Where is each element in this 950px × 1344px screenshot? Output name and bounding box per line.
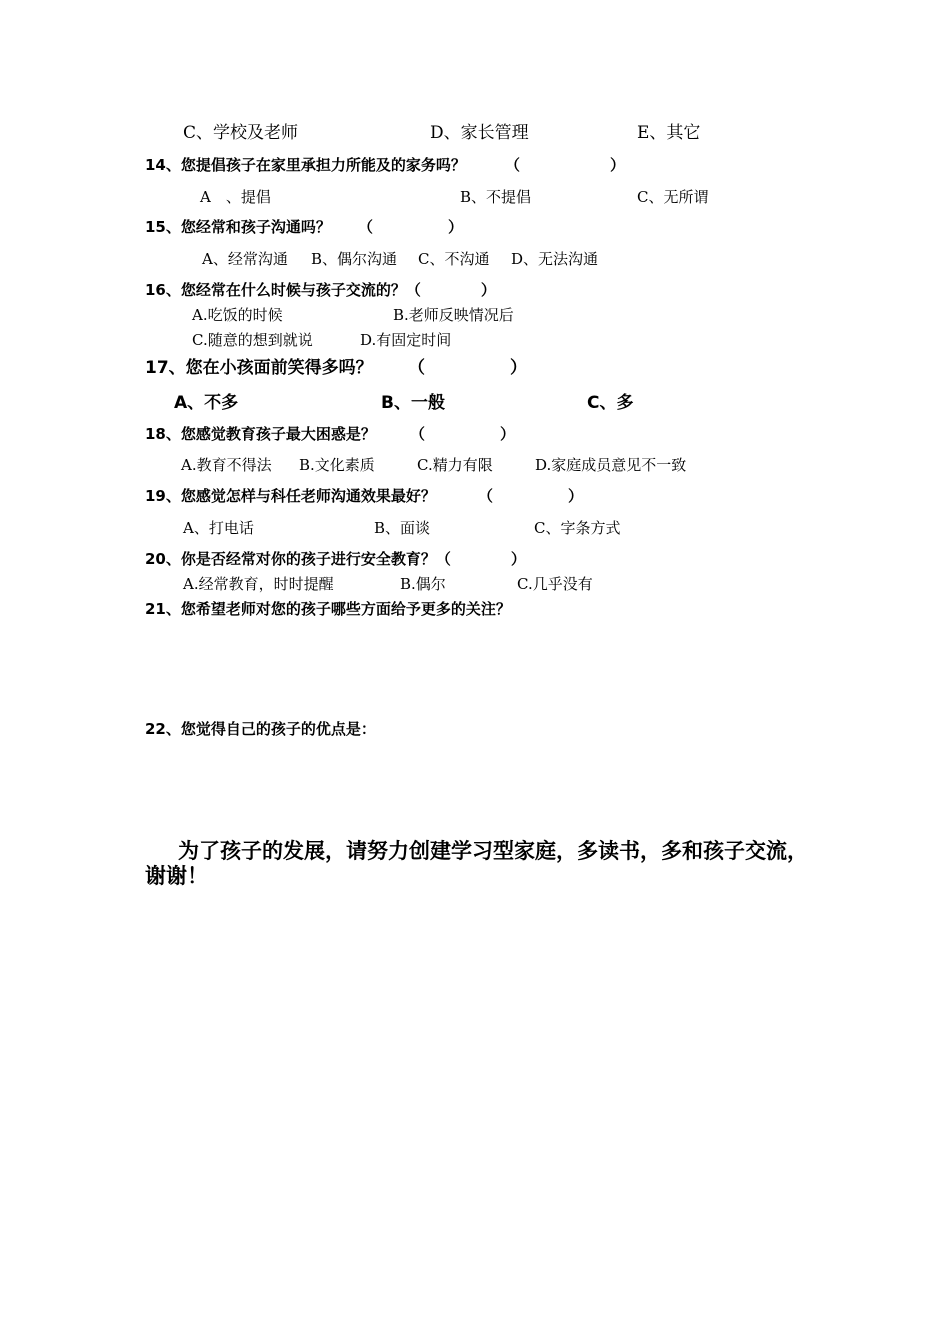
q21-question: 21、您希望老师对您的孩子哪些方面给予更多的关注？ <box>145 600 511 618</box>
q18-question: 18、您感觉教育孩子最大困惑是？ <box>145 425 376 443</box>
q16-option-d: D.有固定时间 <box>360 331 452 349</box>
q17-option-a: A、不多 <box>174 393 239 413</box>
q18-option-b: B.文化素质 <box>299 456 375 474</box>
q20-question: 20、你是否经常对你的孩子进行安全教育？（ ） <box>145 550 526 568</box>
q16-question: 16、您经常在什么时候与孩子交流的？（ ） <box>145 281 496 299</box>
q18-answer-blank: （ ） <box>410 425 516 443</box>
q14-question: 14、您提倡孩子在家里承担力所能及的家务吗？ <box>145 156 466 174</box>
q14-answer-blank: （ ） <box>505 156 626 174</box>
q19-question: 19、您感觉怎样与科任老师沟通效果最好？ <box>145 487 436 505</box>
q15-question: 15、您经常和孩子沟通吗？ <box>145 218 331 236</box>
q17-option-b: B、一般 <box>381 393 445 413</box>
q15-option-b: B、偶尔沟通 <box>311 250 398 268</box>
q15-option-c: C、不沟通 <box>418 250 490 268</box>
q19-option-b: B、面谈 <box>374 519 431 537</box>
q13-option-d: D、家长管理 <box>430 123 529 143</box>
q18-option-a: A.教育不得法 <box>181 456 272 474</box>
q16-option-b: B.老师反映情况后 <box>393 306 514 324</box>
q22-question: 22、您觉得自己的孩子的优点是： <box>145 720 376 738</box>
q17-option-c: C、多 <box>587 393 634 413</box>
closing-remark-line1: 为了孩子的发展，请努力创建学习型家庭，多读书，多和孩子交流， <box>178 839 808 863</box>
q17-question: 17、您在小孩面前笑得多吗？ <box>145 358 373 378</box>
q19-answer-blank: （ ） <box>478 487 584 505</box>
q19-option-a: A、打电话 <box>183 519 254 537</box>
q18-option-c: C.精力有限 <box>417 456 493 474</box>
q16-option-a: A.吃饭的时候 <box>192 306 283 324</box>
closing-remark-line2: 谢谢！ <box>145 864 208 888</box>
q20-option-c: C.几乎没有 <box>517 575 593 593</box>
q19-option-c: C、字条方式 <box>534 519 621 537</box>
q20-option-b: B.偶尔 <box>400 575 446 593</box>
q15-option-d: D、无法沟通 <box>511 250 599 268</box>
q15-option-a: A、经常沟通 <box>202 250 288 268</box>
q20-option-a: A.经常教育，时时提醒 <box>183 575 334 593</box>
q18-option-d: D.家庭成员意见不一致 <box>535 456 687 474</box>
q17-answer-blank: （ ） <box>408 358 527 378</box>
q14-option-c: C、无所谓 <box>637 188 709 206</box>
q13-option-e: E、其它 <box>637 123 701 143</box>
q16-option-c: C.随意的想到就说 <box>192 331 313 349</box>
q14-option-b: B、不提倡 <box>460 188 532 206</box>
q15-answer-blank: （ ） <box>358 218 464 236</box>
q14-option-a: A 、提倡 <box>200 188 271 206</box>
q13-option-c: C、学校及老师 <box>183 123 299 143</box>
